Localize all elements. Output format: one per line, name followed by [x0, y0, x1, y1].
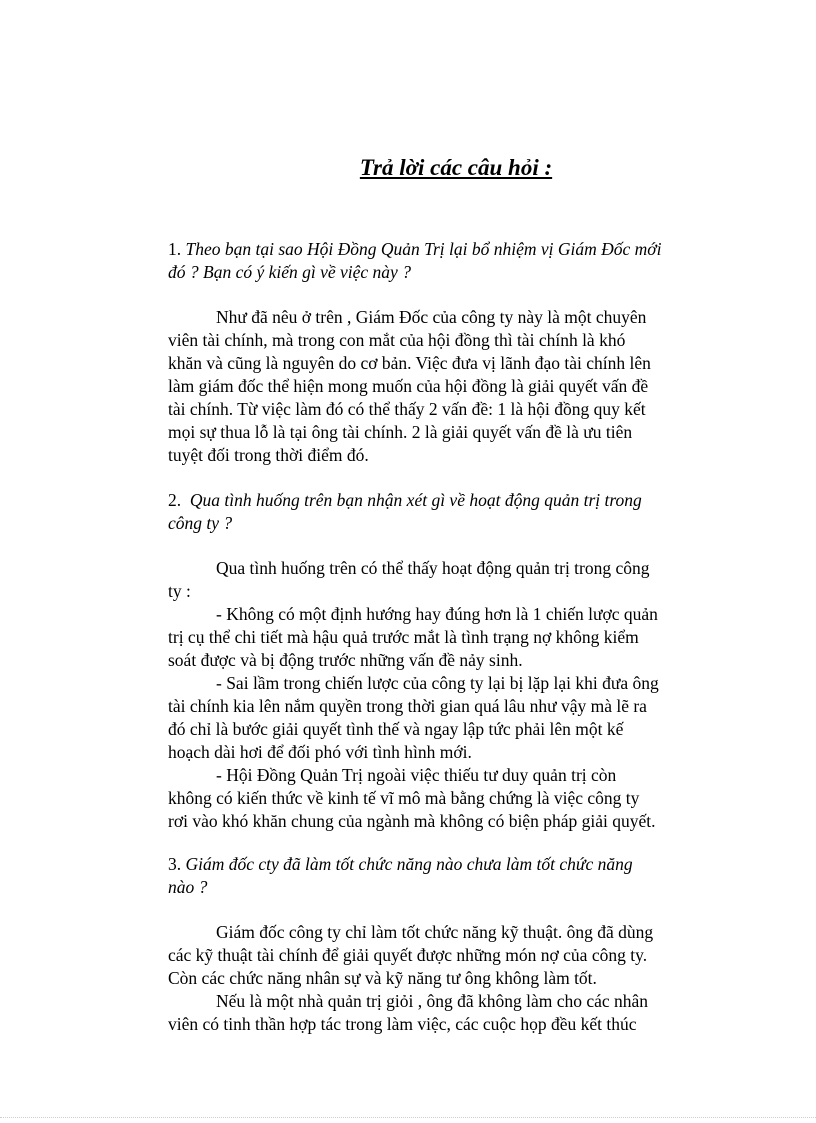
- answer-2-line: hoạch dài hơi để đối phó với tình hình mới.: [168, 742, 472, 762]
- answer-1-line: khăn và cũng là nguyên do cơ bản. Việc đưa vị lãnh đạo tài chính lên: [168, 353, 651, 373]
- answer-1-line: viên tài chính, mà trong con mắt của hội đồng thì tài chính là khó: [168, 330, 626, 350]
- answer-1-line: tài chính. Từ việc làm đó có thể thấy 2 vấn đề: 1 là hội đồng quy kết: [168, 399, 646, 419]
- question-1-number: 1.: [168, 239, 182, 259]
- answer-2-line: rơi vào khó khăn chung của ngành mà không có biện pháp giải quyết.: [168, 811, 656, 831]
- answer-1-line: làm giám đốc thể hiện mong muốn của hội đồng là giải quyết vấn đề: [168, 376, 649, 396]
- answer-1: [168, 306, 708, 467]
- answer-3-line: Còn các chức năng nhân sự và kỹ năng tư ông không làm tốt.: [168, 968, 597, 988]
- answer-2-line: Qua tình huống trên có thể thấy hoạt động quản trị trong công: [216, 558, 650, 578]
- question-3-number: 3.: [168, 854, 182, 874]
- answer-2-line: tài chính kia lên nắm quyền trong thời gian quá lâu như vậy mà lẽ ra: [168, 696, 647, 716]
- answer-2-line: ty :: [168, 581, 191, 601]
- answer-1-line: Như đã nêu ở trên , Giám Đốc của công ty này là một chuyên: [216, 307, 647, 327]
- answer-2-line: - Hội Đồng Quản Trị ngoài việc thiếu tư duy quản trị còn: [216, 765, 617, 785]
- answer-2-line: trị cụ thể chi tiết mà hậu quả trước mắt là tình trạng nợ không kiểm: [168, 627, 639, 647]
- answer-2-line: - Không có một định hướng hay đúng hơn là 1 chiến lược quản: [216, 604, 658, 624]
- question-2-line-1: 2. Qua tình huống trên bạn nhận xét gì về hoạt động quản trị trong: [168, 490, 642, 510]
- answer-2-line: - Sai lầm trong chiến lược của công ty lại bị lặp lại khi đưa ông: [216, 673, 659, 693]
- question-3-line-2: nào ?: [168, 877, 208, 897]
- question-1-line-1: 1. Theo bạn tại sao Hội Đồng Quản Trị lại bổ nhiệm vị Giám Đốc mới: [168, 239, 662, 259]
- question-2: [168, 489, 708, 535]
- question-2-number: 2.: [168, 490, 182, 510]
- question-2-line-2: công ty ?: [168, 513, 233, 533]
- answer-3-line: Nếu là một nhà quản trị giỏi , ông đã không làm cho các nhân: [216, 991, 649, 1011]
- question-1: [168, 238, 708, 284]
- answer-1-line: mọi sự thua lỗ là tại ông tài chính. 2 là giải quyết vấn đề là ưu tiên: [168, 422, 633, 442]
- answer-3: [168, 921, 708, 1036]
- answer-2-line: soát được và bị động trước những vấn đề nảy sinh.: [168, 650, 523, 670]
- answer-3-line: viên có tinh thần hợp tác trong làm việc, các cuộc họp đều kết thúc: [168, 1014, 637, 1034]
- question-3: [168, 853, 708, 899]
- page-bottom-divider: [0, 1117, 816, 1118]
- answer-2: [168, 557, 708, 833]
- answer-3-line: Giám đốc công ty chỉ làm tốt chức năng kỹ thuật. ông đã dùng: [216, 922, 654, 942]
- question-1-line-2: đó ? Bạn có ý kiến gì về việc này ?: [168, 262, 411, 282]
- answer-3-line: các kỹ thuật tài chính để giải quyết được những món nợ của công ty.: [168, 945, 648, 965]
- answer-2-line: không có kiến thức về kinh tế vĩ mô mà bằng chứng là việc công ty: [168, 788, 640, 808]
- question-3-line-1: 3. Giám đốc cty đã làm tốt chức năng nào chưa làm tốt chức năng: [168, 854, 633, 874]
- answer-1-line: tuyệt đối trong thời điểm đó.: [168, 445, 369, 465]
- page-title: Trả lời các câu hỏi :: [359, 155, 553, 180]
- answer-2-line: đó chỉ là bước giải quyết tình thế và ngay lập tức phải lên một kế: [168, 719, 624, 739]
